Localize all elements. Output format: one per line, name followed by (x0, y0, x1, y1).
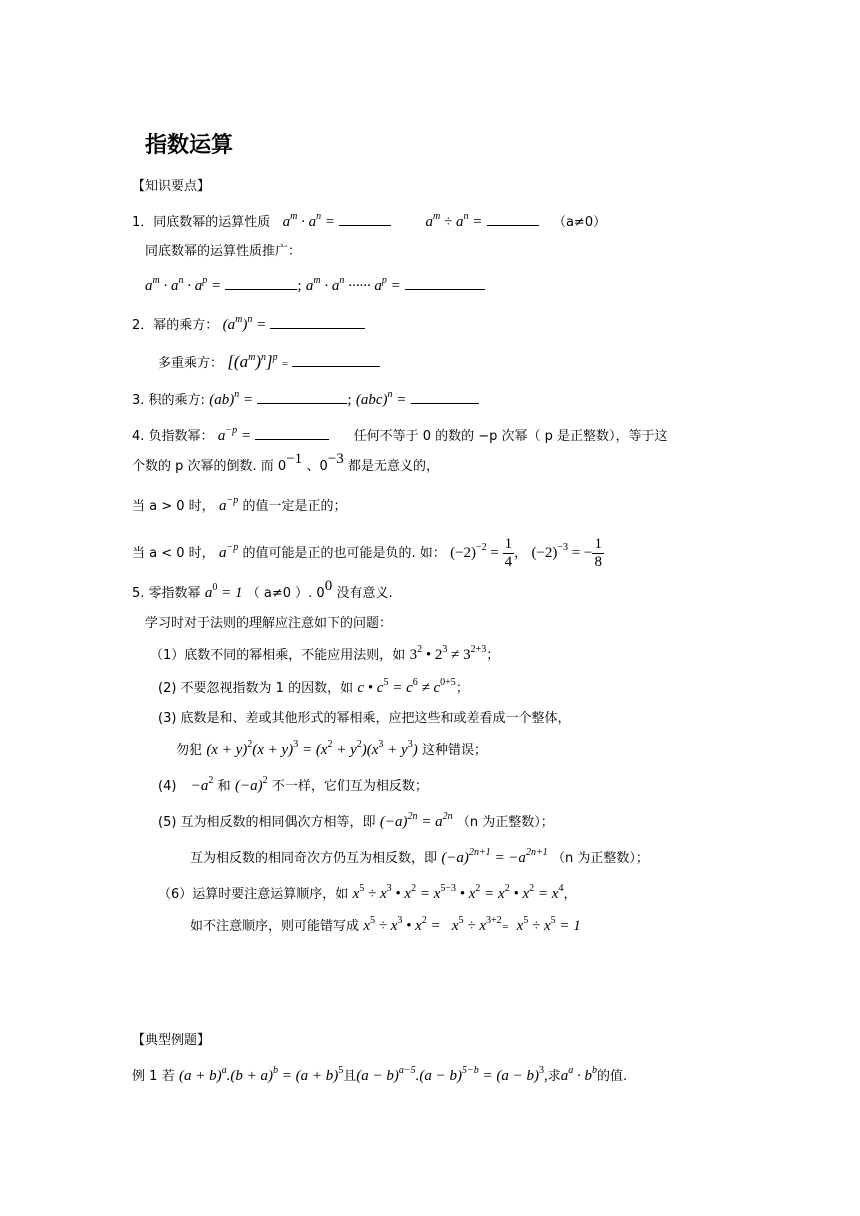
item-4-negative: 当 a < 0 时， $a^{-p}$ 的值可能是正的也可能是负的. 如： $(-2)^{-2}$ = $\frac{1}{4}$ ， $(-2)^{-3}$ = − $\frac{1}{8}$ (132, 536, 602, 570)
item-4-text: 任何不等于 0 的数的 −p 次幂（ p 是正整数），等于这 (353, 429, 668, 444)
example-1-end: 的值. (597, 1069, 628, 1084)
note-5-text-d: （n 为正整数）； (551, 851, 649, 866)
item-4-label: 4. 负指数幂： (132, 429, 214, 444)
note-4-label: (4) (158, 779, 177, 794)
example-1-if: 若 (161, 1069, 175, 1084)
note-6: （6）运算时要注意运算顺序，如 $x^5 \div x^3$ • $x^2 = x^{5-3}$ • $x^2 = x^2$ • $x^2 = x^4$， (158, 883, 577, 902)
note-3-line-2: 勿犯 $(x + y)^2(x + y)^3 = (x^2 + y^2)(x^3 + y^3)$ 这种错误； (176, 739, 487, 758)
item-4-line: 4. 负指数幂： $a^{-p}$ = 任何不等于 0 的数的 −p 次幂（ p 是正整数），等于这 (132, 425, 668, 444)
blank-quotient (487, 213, 539, 226)
item-2-label: 2．幂的乘方： (132, 318, 219, 333)
item-4-positive-label: 当 a > 0 时， (132, 499, 215, 514)
note-1: （1）底数不同的幂相乘，不能应用法则，如 $3^2$ • $2^3 \ne 3^{2+3}$； (150, 644, 500, 663)
item-2-line: 2．幂的乘方： $(a^m)^n$ = (132, 315, 365, 336)
note-5-text-b: 互为相反数的相同奇次方仍互为相反数，即 (190, 851, 438, 866)
note-intro: 学习时对于法则的理解应注意如下的问题： (145, 616, 393, 631)
item-4-line-2: 个数的 p 次幂的倒数. 而 $0^{-1}$ 、$0^{-3}$ 都是无意义的， (132, 451, 440, 474)
note-3-text-c: 这种错误； (421, 743, 487, 758)
item-2-multi-label: 多重乘方： (158, 356, 224, 371)
item-1-condition: （a≠0） (552, 215, 607, 230)
note-6-line-2: 如不注意顺序，则可能错写成 $x^5 \div x^3$ • $x^2 = x^5 \div x^{3+2}= x^5 \div x^5 = 1$ (190, 915, 581, 934)
note-1-text: （1）底数不同的幂相乘，不能应用法则，如 (150, 648, 406, 663)
blank-product (339, 213, 391, 226)
note-4-text-b: 和 (217, 779, 231, 794)
item-4-positive: 当 a > 0 时， $a^{-p}$ 的值一定是正的； (132, 495, 347, 514)
item-4-text-2b: 、0 (306, 459, 328, 474)
note-6-text: （6）运算时要注意运算顺序，如 (158, 887, 349, 902)
note-5-text: (5) 互为相反数的相同偶次方相等，即 (158, 815, 376, 830)
note-2: (2) 不要忽视指数为 1 的因数，如 c • $c^5 = c^6 \ne c^{0+5}$； (158, 677, 469, 696)
note-5-text-c: （n 为正整数）； (456, 815, 554, 830)
item-5-label: 5. 零指数幂 (132, 586, 201, 601)
note-2-text: (2) 不要忽视指数为 1 的因数，如 (158, 681, 354, 696)
note-5: (5) 互为相反数的相同偶次方相等，即 $(-a)^{2n} = a^{2n}$ （n 为正整数）； (158, 811, 554, 830)
item-5-line: 5. 零指数幂 $a^0 = 1$ （ a≠0 ）. $0^0$ 没有意义. (132, 578, 393, 601)
item-1-extension: 同底数幂的运算性质推广： (145, 244, 302, 259)
note-4-text-c: 不一样，它们互为相反数； (271, 779, 428, 794)
note-3-text-b: 勿犯 (176, 743, 203, 758)
example-1-ask: 求 (547, 1069, 561, 1084)
example-1-and: 且 (343, 1069, 357, 1084)
page-title: 指数运算 (145, 133, 234, 158)
example-1: 例 1 若 $(a + b)^a.(b + a)^b = (a + b)^5$且$(a - b)^{a-5}.(a - b)^{5-b} = (a - b)^3$,求$a^a \cdot b^b$的值. (132, 1065, 628, 1084)
section-knowledge-heading: 【知识要点】 (132, 179, 211, 194)
formula-product: $a^m \cdot a^n$ = (282, 211, 335, 230)
item-5-text-2: 没有意义. (336, 586, 393, 601)
item-1-line (132, 212, 606, 233)
note-3: (3) 底数是和、差或其他形式的幂相乘，应把这些和或差看成一个整体， (158, 711, 571, 726)
item-5-text: （ a≠0 ）. 0 (246, 586, 325, 601)
note-5-line-2: 互为相反数的相同奇次方仍互为相反数，即 $(-a)^{2n+1} = -a^{2n+1}$ （n 为正整数）； (190, 847, 649, 866)
item-4-text-2: 个数的 p 次幂的倒数. 而 0 (132, 459, 287, 474)
item-1-extension-formulas: $a^m \cdot a^n \cdot a^p$ = ; $a^m \cdot a^n$ ······ $a^p$ = (145, 276, 485, 296)
example-1-label: 例 1 (132, 1069, 158, 1084)
note-4: $(4) -a^2$ 和 $(-a)^2$ 不一样，它们互为相反数； (158, 775, 428, 794)
item-4-negative-text: 的值可能是正的也可能是负的. 如： (242, 546, 446, 561)
item-2-multi-line: 多重乘方： $[(a^m)^n]^p$ = (158, 352, 380, 374)
item-4-negative-label: 当 a < 0 时， (132, 546, 215, 561)
item-4-positive-text: 的值一定是正的； (242, 499, 347, 514)
section-examples-heading: 【典型例题】 (132, 1033, 211, 1048)
note-6-text-b: 如不注意顺序，则可能错写成 (190, 919, 360, 934)
item-3-label: 3. 积的乘方: (132, 393, 205, 408)
item-4-text-2c: 都是无意义的， (348, 459, 440, 474)
formula-quotient: $a^m \div a^n$ = (425, 211, 483, 230)
item-3-line: 3. 积的乘方: (ab)$^n$ = ; (abc)$^n$ = (132, 390, 479, 411)
item-1-label: 1．同底数幂的运算性质 (132, 215, 271, 230)
